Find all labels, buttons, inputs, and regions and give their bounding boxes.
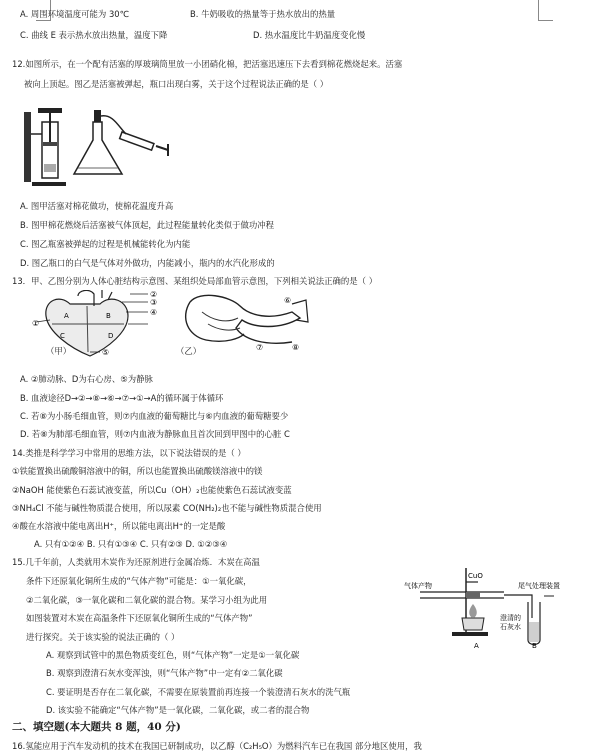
q12-option-c: C. 图乙瓶塞被弹起的过程是机械能转化为内能 [20, 239, 191, 249]
q12-stem-line-1: 12.如图所示，在一个配有活塞的厚玻璃筒里放一小团硝化棉，把活塞迅速压下去看到棉花燃烧起来。活塞 [12, 59, 403, 69]
label-tail-gas-device: 尾气处理装置 [518, 582, 560, 590]
heart-label-c: C [60, 332, 65, 340]
q13-option-a: A. ②肺动脉、D为右心房、⑤为静脉 [20, 374, 153, 384]
q12-apparatus-figure [18, 104, 178, 192]
q15-stem-line-2: 条件下还原氧化铜所生成的“气体产物”可能是：①一氧化碳， [26, 576, 252, 586]
q14-statement-4: ④酸在水溶液中能电离出H⁺，所以能电离出H⁺的一定是酸 [12, 521, 226, 531]
label-device-a: A [474, 642, 479, 650]
q11-option-d: D. 热水温度比牛奶温度变化慢 [253, 30, 366, 40]
heart-label-b: B [106, 312, 111, 320]
q14-statement-3: ③NH₄Cl 不能与碱性物质混合使用，所以尿素 CO(NH₂)₂也不能与碱性物质混合使用 [12, 503, 322, 513]
q12-stem-line-2: 被向上顶起。图乙是活塞被弹起，瓶口出现白雾，关于这个过程说法正确的是（ ） [24, 79, 329, 89]
q13-option-d: D. 若⑧为肺部毛细血管，则⑦内血液为静脉血且首次回到甲图中的心脏 C [20, 429, 290, 439]
vessel-label-6: ⑥ [284, 296, 292, 305]
q15-option-b: B. 观察到澄清石灰水变浑浊，则“气体产物”中一定有②二氧化碳 [46, 668, 283, 678]
q14-statement-2: ②NaOH 能使紫色石蕊试液变蓝，所以Cu（OH）₂也能使紫色石蕊试液变蓝 [12, 485, 292, 495]
q12-option-b: B. 图甲棉花燃烧后活塞被气体顶起，此过程能量转化类似于做功冲程 [20, 220, 274, 230]
q15-apparatus-figure [404, 562, 576, 652]
q12-option-d: D. 图乙瓶口的白气是气体对外做功，内能减小，瓶内的水汽化形成的 [20, 258, 275, 268]
vessel-label-8: ⑧ [292, 343, 300, 352]
heart-label-5: ⑤ [102, 348, 110, 357]
q15-option-d: D. 该实验不能确定“气体产物”是一氧化碳，二氧化碳，或二者的混合物 [46, 705, 310, 715]
section-2-heading: 二、填空题(本大题共 8 题，40 分) [12, 721, 181, 733]
q12-option-a: A. 图甲活塞对棉花做功，使棉花温度升高 [20, 201, 174, 211]
reduction-apparatus-image [420, 568, 554, 645]
q15-stem-line-4: 如图装置对木炭在高温条件下还原氧化铜所生成的“气体产物” [26, 613, 253, 623]
q13-heart-and-vessel-figure [30, 290, 310, 362]
heart-label-d: D [108, 332, 114, 340]
q11-option-b: B. 牛奶吸收的热量等于热水放出的热量 [190, 9, 336, 19]
q13-figure-label-jia: （甲） [46, 346, 72, 356]
heart-label-a: A [64, 312, 69, 320]
q16-stem-line-1: 16.氢能应用于汽车发动机的技术在我国已研制成功，以乙醇（C₂H₅O）为燃料汽车已在我国 部分地区使用，我 [12, 741, 422, 751]
piston-cylinder-image [24, 108, 66, 186]
vessel-label-7: ⑦ [256, 343, 264, 352]
q15-stem-line-1: 15.几千年前，人类就用木炭作为还原剂进行金属冶炼．木炭在高温 [12, 557, 260, 567]
heart-label-1: ① [32, 319, 40, 328]
q15-stem-line-5: 进行探究。关于该实验的说法正确的（ ） [26, 632, 180, 642]
q15-stem-line-3: ②二氧化碳，③一氧化碳和二氧化碳的混合物。某学习小组为此用 [26, 595, 268, 605]
q13-figure-label-yi: （乙） [176, 346, 202, 356]
label-cuo: CuO [468, 572, 483, 580]
label-limewater-line-2: 石灰水 [500, 623, 521, 631]
label-limewater-line-1: 澄清的 [500, 614, 521, 622]
q13-option-b: B. 血液途径D→②→⑧→⑥→⑦→①→A的循环属于体循环 [20, 393, 224, 403]
q14-choices: A. 只有①②④ B. 只有①③④ C. 只有②③ D. ①②③④ [34, 539, 228, 549]
label-gas-product: 气体产物 [404, 582, 432, 590]
label-device-b: B [532, 642, 537, 650]
flask-pump-image [74, 110, 168, 174]
q11-option-a: A. 周围环境温度可能为 30℃ [20, 9, 130, 19]
q15-option-c: C. 要证明是否存在二氧化碳，不需要在原装置前再连接一个装澄清石灰水的洗气瓶 [46, 687, 351, 697]
heart-label-4: ④ [150, 308, 158, 317]
q14-stem: 14.类推是科学学习中常用的思维方法，以下说法错误的是（ ） [12, 448, 246, 458]
heart-label-2: ② [150, 290, 158, 299]
q15-option-a: A. 观察到试管中的黑色物质变红色，则“气体产物”一定是①一氧化碳 [46, 650, 300, 660]
q13-stem: 13．甲、乙图分别为人体心脏结构示意图、某组织处局部血管示意图，下列相关说法正确的是（ ） [12, 276, 378, 286]
q11-option-c: C. 曲线 E 表示热水放出热量，温度下降 [20, 30, 168, 40]
page-corner-mark [538, 0, 553, 21]
heart-label-3: ③ [150, 298, 158, 307]
q14-statement-1: ①铁能置换出硫酸铜溶液中的铜，所以也能置换出硫酸镁溶液中的镁 [12, 466, 263, 476]
q13-option-c: C. 若⑧为小肠毛细血管，则⑦内血液的葡萄糖比与⑥内血液的葡萄糖要少 [20, 411, 289, 421]
